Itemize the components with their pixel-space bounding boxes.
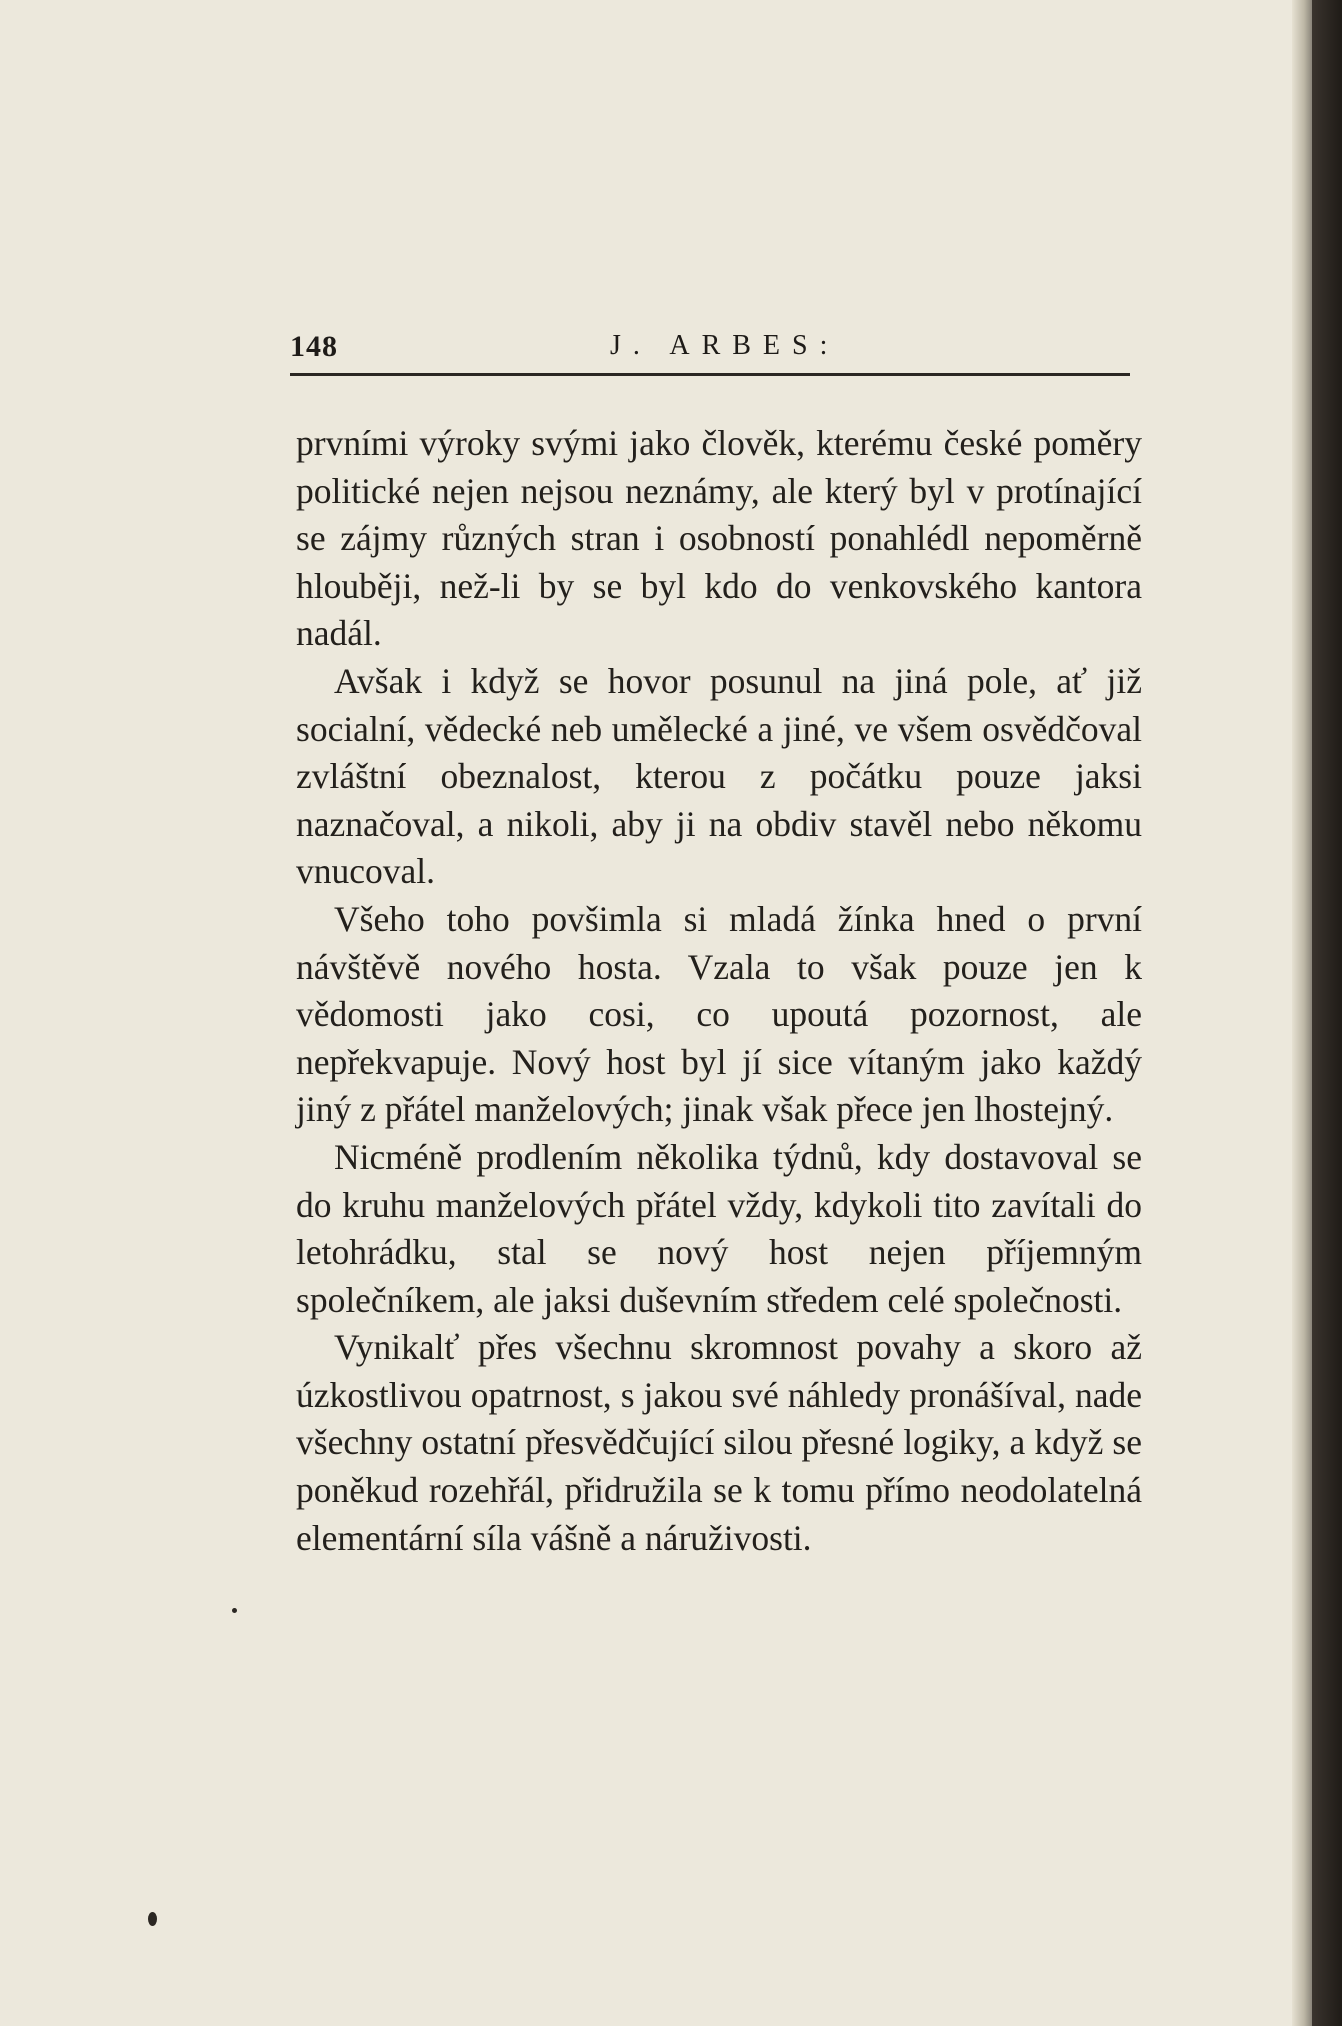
- running-head-author: J. ARBES:: [610, 330, 840, 361]
- paragraph: Avšak i když se hovor posunul na jiná pole, ať již socialní, vědecké neb umělecké a jiné, ve všem osvědčoval zvláštní obeznalost, kterou z počátku pouze jaksi naznačoval, a nikoli, aby ji na obdiv stavěl nebo někomu vnucoval.: [296, 660, 1142, 892]
- paragraph: prvními výroky svými jako člověk, kterému české poměry politické nejen nejsou neznámy, ale který byl v protínající se zájmy různých stran i osobností ponahlédl nepoměrně hlouběji, než-li by se byl kdo do venkovského kantora nadál.: [296, 423, 1142, 654]
- paragraph: Nicméně prodlením několika týdnů, kdy dostavoval se do kruhu manželových přátel vždy, kdykoli tito zavítali do letohrádku, stal se nový host nejen příjemným společníkem, ale jaksi duševním středem celé společnosti.: [296, 1136, 1142, 1320]
- page-gutter: [1292, 0, 1312, 2026]
- running-head: [290, 330, 1130, 370]
- ink-speck: [148, 1912, 157, 1926]
- page-edge: [1312, 0, 1342, 2026]
- header-rule: [290, 373, 1130, 376]
- ink-speck: [232, 1608, 237, 1613]
- paragraph: Všeho toho povšimla si mladá žínka hned o první návštěvě nového hosta. Vzala to však pouze jen k vědomosti jako cosi, co upoutá pozornost, ale nepřekvapuje. Nový host byl jí sice vítaným jako každý jiný z přátel manželových; jinak však přece jen lhostejný.: [296, 898, 1142, 1130]
- paragraph: Vynikalť přes všechnu skromnost povahy a skoro až úzkostlivou opatrnost, s jakou své náhledy pronášíval, nade všechny ostatní přesvědčující silou přesné logiky, a když se poněkud rozehřál, přidružila se k tomu přímo neodolatelná elementární síla vášně a náruživosti.: [296, 1327, 1142, 1558]
- page-number: 148: [290, 330, 338, 363]
- body-text: [296, 420, 1142, 1562]
